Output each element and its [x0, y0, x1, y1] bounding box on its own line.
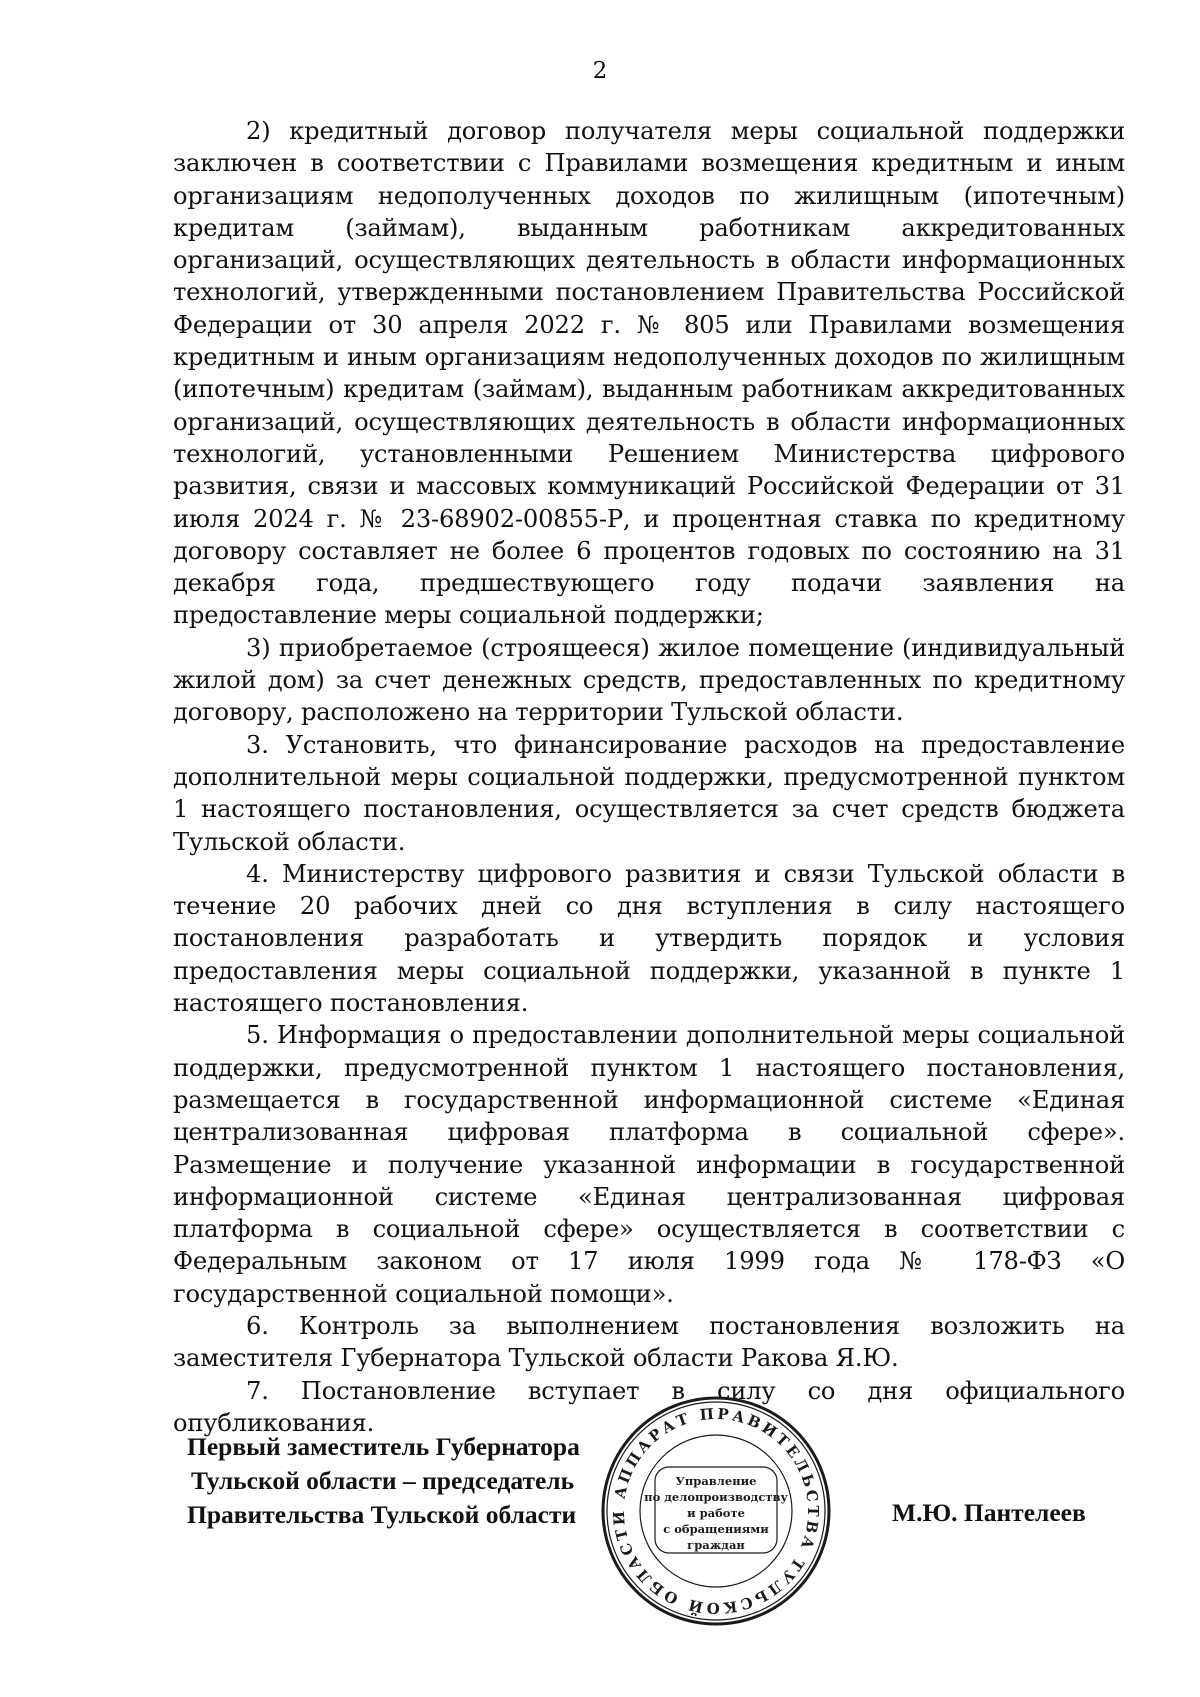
stamp-center-line: по делопроизводству: [644, 1490, 788, 1504]
signatory-name: М.Ю. Пантелеев: [892, 1498, 1086, 1527]
stamp-center-line: с обращениями: [663, 1522, 769, 1536]
stamp-center-line: граждан: [687, 1538, 745, 1552]
paragraph-item-3: 3) приобретаемое (строящееся) жилое помещение (индивидуальный жилой дом) за счет денежных средств, предоставленных по кредитному договору, расположено на территории Тульской области.: [173, 633, 1125, 727]
paragraph-item-2: 2) кредитный договор получателя меры социальной поддержки заключен в соответствии с Правилами возмещения кредитным и иным организациям недополученных доходов по жилищным (ипотечным) кредитам (займам), выданным работникам аккредитованных организаций, осуществляющих деятельность в области информационных технологий, утвержденными постановлением Правительства Российской Федерации от 30 апреля 2022 г. № 805 или Правилами возмещения кредитным и иным организациям недополученных доходов по жилищным (ипотечным) кредитам (займам), выданным работникам аккредитованных организаций, осуществляющих деятельность в области информационных технологий, установленными Решением Министерства цифрового развития, связи и массовых коммуникаций Российской Федерации от 31 июля 2024 г. № 23-68902-00855-Р, и процентная ставка по кредитному договору составляет не более 6 процентов годовых по состоянию на 31 декабря года, предшествующего году подачи заявления на предоставление меры социальной поддержки;: [173, 117, 1125, 630]
official-stamp: [600, 1395, 832, 1627]
paragraph-clause-3: 3. Установить, что финансирование расходов на предоставление дополнительной меры социальной поддержки, предусмотренной пунктом 1 настоящего постановления, осуществляется за счет средств бюджета Тульской области.: [173, 730, 1125, 856]
paragraph-clause-6: 6. Контроль за выполнением постановления возложить на заместителя Губернатора Тульской области Ракова Я.Ю.: [173, 1311, 1125, 1373]
stamp-ring-text: АППАРАТ ПРАВИТЕЛЬСТВА ТУЛЬСКОЙ ОБЛАСТИ: [609, 1404, 823, 1618]
signatory-title-line: Тульской области – председатель: [191, 1466, 575, 1495]
stamp-center-line: и работе: [687, 1506, 745, 1520]
paragraph-clause-5: 5. Информация о предоставлении дополнительной меры социальной поддержки, предусмотренной пунктом 1 настоящего постановления, размещается в государственной информационной системе «Единая централизованная цифровая платформа в социальной сфере». Размещение и получение указанной информации в государственной информационной системе «Единая централизованная цифровая платформа в социальной сфере» осуществляется в соответствии с Федеральным законом от 17 июля 1999 года № 178-ФЗ «О государственной социальной помощи».: [173, 1021, 1125, 1308]
stamp-center-line: Управление: [675, 1474, 757, 1488]
stamp-seal-icon: [600, 1395, 832, 1627]
document-body: [173, 115, 1125, 1439]
signatory-title-line: Правительства Тульской области: [187, 1500, 577, 1529]
signatory-title: [187, 1430, 580, 1532]
page-number: 2: [592, 58, 608, 84]
signatory-title-line: Первый заместитель Губернатора: [187, 1432, 580, 1461]
paragraph-clause-4: 4. Министерству цифрового развития и связи Тульской области в течение 20 рабочих дней со дня вступления в силу настоящего постановления разработать и утвердить порядок и условия предоставления меры социальной поддержки, указанной в пункте 1 настоящего постановления.: [173, 859, 1125, 1018]
paragraph-clause-7: 7. Постановление вступает в силу со дня официального опубликования.: [173, 1376, 1125, 1437]
